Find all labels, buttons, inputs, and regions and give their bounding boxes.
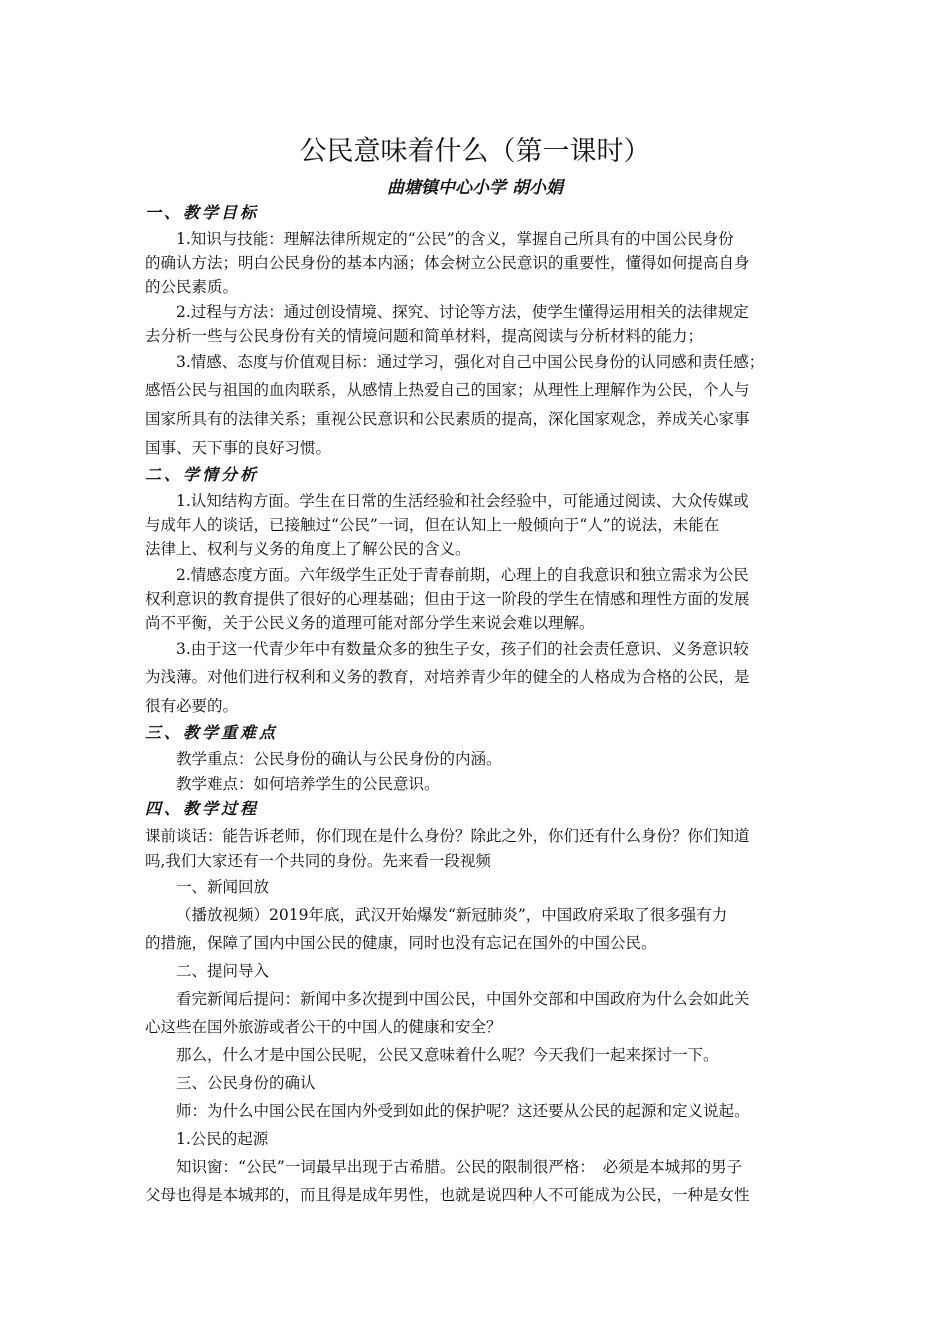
- author-line: 曲塘镇中心小学 胡小娟: [387, 178, 563, 198]
- paragraph-line: 的措施，保障了国内中国公民的健康，同时也没有忘记在国外的中国公民。: [145, 934, 657, 952]
- paragraph-line: 1.认知结构方面。学生在日常的生活经验和社会经验中，可能通过阅读、大众传媒或: [176, 492, 749, 510]
- paragraph-line: 的公民素质。: [145, 278, 239, 296]
- paragraph-line: 权利意识的教育提供了很好的心理基础；但由于这一阶段的学生在情感和理性方面的发展: [145, 590, 750, 608]
- paragraph-line: 与成年人的谈话，已接触过“公民”一词，但在认知上一般倾向于“人”的说法，未能在: [145, 516, 720, 534]
- paragraph-line: 法律上、权利与义务的角度上了解公民的含义。: [145, 540, 471, 558]
- paragraph-line: 心这些在国外旅游或者公干的中国人的健康和安全？: [145, 1018, 502, 1036]
- paragraph-line: 2.过程与方法：通过创设情境、探究、讨论等方法，使学生懂得运用相关的法律规定: [176, 303, 749, 321]
- paragraph-line: 去分析一些与公民身份有关的情境问题和简单材料，提高阅读与分析材料的能力；: [145, 327, 704, 345]
- paragraph-line: 看完新闻后提问：新闻中多次提到中国公民，中国外交部和中国政府为什么会如此关: [176, 990, 750, 1008]
- subheading-line: 二、提问导入: [176, 962, 270, 980]
- section-heading-analysis: 二、学情分析: [145, 465, 260, 484]
- paragraph-line: 1.知识与技能：理解法律所规定的“公民”的含义，掌握自己所具有的中国公民身份: [176, 230, 734, 248]
- paragraph-line: 国事、天下事的良好习惯。: [145, 439, 332, 457]
- paragraph-line: 的确认方法；明白公民身份的基本内涵；体会树立公民意识的重要性，懂得如何提高自身: [145, 254, 750, 272]
- paragraph-line: 3.情感、态度与价值观目标：通过学习，强化对自己中国公民身份的认同感和责任感；: [176, 353, 765, 371]
- paragraph-line: 吗,我们大家还有一个共同的身份。先来看一段视频: [145, 852, 491, 870]
- paragraph-line: 为浅薄。对他们进行权利和义务的教育，对培养青少年的健全的人格成为合格的公民，是: [145, 668, 750, 686]
- paragraph-line: 师：为什么中国公民在国内外受到如此的保护呢？这还要从公民的起源和定义说起。: [176, 1102, 750, 1120]
- paragraph-line: 很有必要的。: [145, 697, 239, 715]
- subheading-line: 1.公民的起源: [176, 1130, 269, 1148]
- subheading-line: 三、公民身份的确认: [176, 1074, 316, 1092]
- paragraph-line: 教学重点：公民身份的确认与公民身份的内涵。: [176, 750, 502, 768]
- section-heading-objectives: 一、教学目标: [145, 203, 260, 222]
- paragraph-line: 知识窗：“公民”一词最早出现于古希腊。公民的限制很严格： 必须是本城邦的男子: [176, 1158, 743, 1176]
- paragraph-line: 3.由于这一代青少年中有数量众多的独生子女，孩子们的社会责任意识、义务意识较: [176, 640, 749, 658]
- paragraph-line: 尚不平衡，关于公民义务的道理可能对部分学生来说会难以理解。: [145, 614, 595, 632]
- paragraph-line: 父母也得是本城邦的，而且得是成年男性，也就是说四种人不可能成为公民，一种是女性: [145, 1186, 750, 1204]
- section-heading-process: 四、教学过程: [145, 799, 260, 818]
- paragraph-line: 国家所具有的法律关系；重视公民意识和公民素质的提高，深化国家观念，养成关心家事: [145, 410, 750, 428]
- paragraph-line: 教学难点：如何培养学生的公民意识。: [176, 775, 440, 793]
- paragraph-line: 2.情感态度方面。六年级学生正处于青春前期，心理上的自我意识和独立需求为公民: [176, 566, 749, 584]
- paragraph-line: 那么，什么才是中国公民呢，公民又意味着什么呢？今天我们一起来探讨一下。: [176, 1046, 719, 1064]
- document-title: 公民意味着什么（第一课时）: [299, 136, 651, 167]
- paragraph-line: 感悟公民与祖国的血肉联系，从感情上热爱自己的国家；从理性上理解作为公民，个人与: [145, 381, 750, 399]
- section-heading-key-points: 三、教学重难点: [145, 723, 279, 742]
- paragraph-line: （播放视频）2019年底，武汉开始爆发“新冠肺炎”，中国政府采取了很多强有力: [176, 906, 728, 924]
- subheading-line: 一、新闻回放: [176, 878, 270, 896]
- paragraph-line: 课前谈话：能告诉老师，你们现在是什么身份？除此之外，你们还有什么身份？你们知道: [145, 827, 750, 845]
